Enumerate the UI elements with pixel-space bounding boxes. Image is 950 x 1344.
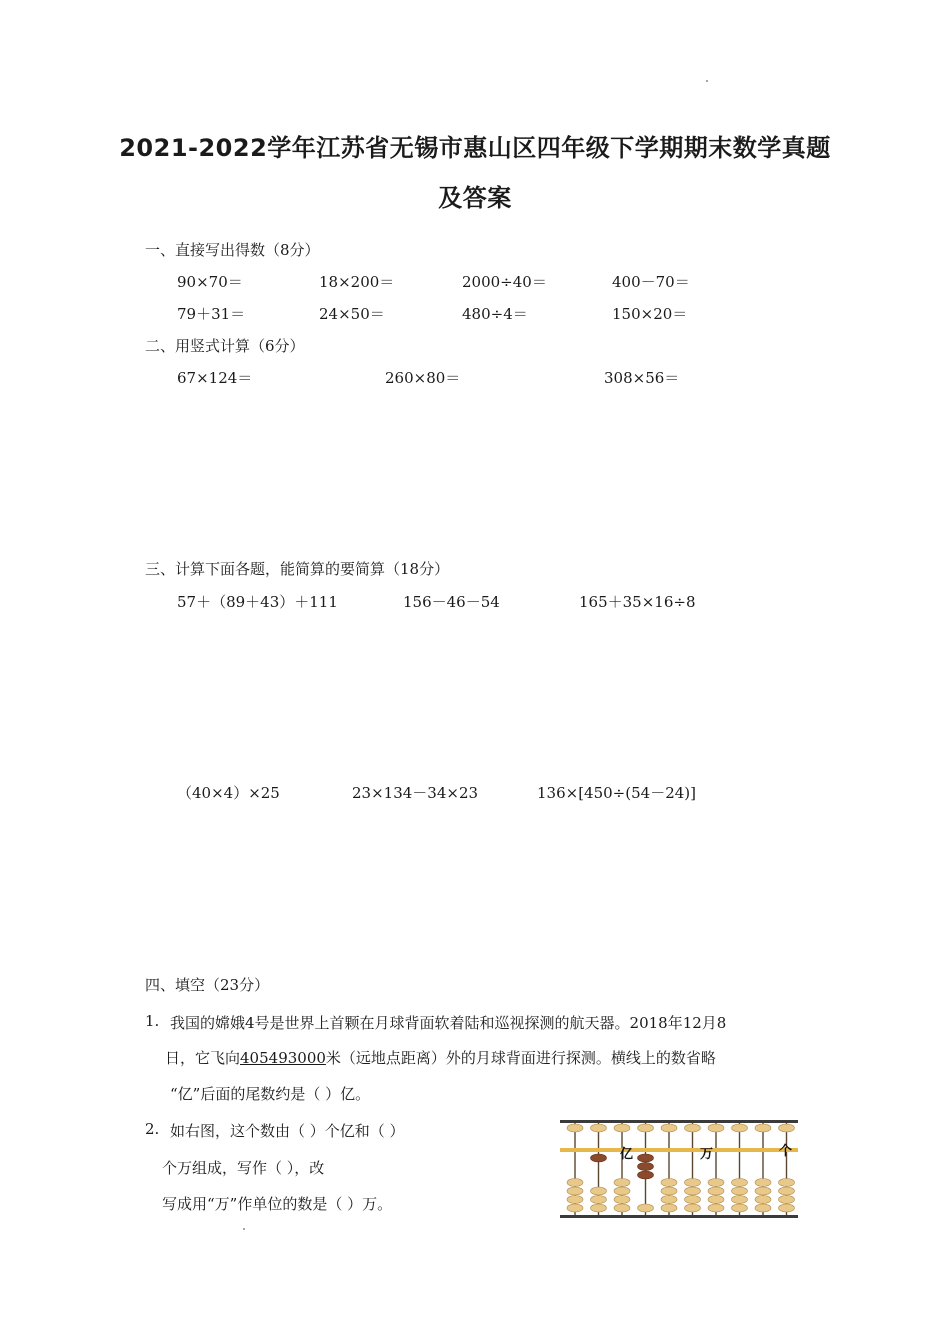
question-number: 2. <box>145 1120 160 1138</box>
abacus-upper-bead <box>708 1124 724 1132</box>
simplify-problem: 57＋（89＋43）＋111 <box>177 593 338 611</box>
abacus-counted-bead <box>638 1171 654 1179</box>
question-number: 1. <box>145 1012 160 1030</box>
abacus-lower-bead <box>755 1196 771 1204</box>
abacus-lower-bead <box>779 1187 795 1195</box>
abacus-lower-bead <box>567 1204 583 1212</box>
abacus-label-wan: 万 <box>700 1147 714 1162</box>
problem: 18×200＝ <box>319 273 395 291</box>
abacus-lower-bead <box>661 1187 677 1195</box>
problem: 79＋31＝ <box>177 305 246 323</box>
document-title-line1: 2021-2022学年江苏省无锡市惠山区四年级下学期期末数学真题 <box>119 134 831 162</box>
abacus-upper-bead <box>614 1124 630 1132</box>
abacus-lower-bead <box>567 1196 583 1204</box>
question2-line1: 如右图，这个数由（ ）个亿和（ ） <box>170 1122 405 1140</box>
question1-text: 日，它飞向 <box>165 1049 241 1067</box>
simplify-problem: 23×134－34×23 <box>352 784 479 802</box>
vertical-calc-problem: 260×80＝ <box>385 369 461 387</box>
abacus-lower-bead <box>708 1196 724 1204</box>
abacus-bottom-frame <box>560 1215 798 1218</box>
abacus-label-yi: 亿 <box>620 1147 634 1162</box>
question1-line3: “亿”后面的尾数约是（ ）亿。 <box>170 1085 371 1103</box>
question2-line2: 个万组成，写作（ ），改 <box>162 1159 325 1177</box>
problem: 150×20＝ <box>612 305 688 323</box>
abacus-upper-bead <box>685 1124 701 1132</box>
abacus-lower-bead <box>685 1179 701 1187</box>
document-title-line2: 及答案 <box>438 184 512 212</box>
abacus-lower-bead <box>755 1179 771 1187</box>
abacus-lower-bead <box>732 1187 748 1195</box>
abacus-lower-bead <box>779 1196 795 1204</box>
abacus-beam <box>560 1148 798 1152</box>
problem: 2000÷40＝ <box>462 273 547 291</box>
abacus-counted-bead <box>591 1154 607 1162</box>
underlined-number: 405493000 <box>240 1049 326 1067</box>
abacus-beads <box>567 1124 795 1212</box>
simplify-problem: （40×4）×25 <box>177 784 280 802</box>
abacus-label-ge: 个 <box>779 1144 793 1159</box>
scan-dot <box>243 1228 245 1230</box>
vertical-calc-problem: 308×56＝ <box>604 369 680 387</box>
abacus-lower-bead <box>732 1204 748 1212</box>
simplify-problem: 165＋35×16÷8 <box>579 593 696 611</box>
abacus-counted-bead <box>638 1154 654 1162</box>
abacus-upper-bead <box>591 1124 607 1132</box>
abacus-lower-bead <box>567 1187 583 1195</box>
section1-heading: 一、直接写出得数（8分） <box>145 241 320 259</box>
abacus-lower-bead <box>708 1187 724 1195</box>
abacus-lower-bead <box>732 1179 748 1187</box>
abacus-lower-bead <box>614 1179 630 1187</box>
section4-heading: 四、填空（23分） <box>145 976 270 994</box>
abacus-lower-bead <box>591 1196 607 1204</box>
abacus-lower-bead <box>708 1179 724 1187</box>
vertical-calc-problem: 67×124＝ <box>177 369 253 387</box>
section3-heading: 三、计算下面各题，能简算的要简算（18分） <box>145 560 450 578</box>
question1-text: 米（远地点距离）外的月球背面进行探测。横线上的数省略 <box>325 1049 716 1067</box>
abacus-lower-bead <box>685 1187 701 1195</box>
abacus-lower-bead <box>685 1196 701 1204</box>
problem: 480÷4＝ <box>462 305 528 323</box>
abacus-lower-bead <box>732 1196 748 1204</box>
abacus-upper-bead <box>755 1124 771 1132</box>
abacus-lower-bead <box>685 1204 701 1212</box>
abacus-counted-bead <box>638 1163 654 1171</box>
abacus-lower-bead <box>591 1204 607 1212</box>
question1-line2 <box>165 1047 716 1068</box>
problem: 90×70＝ <box>177 273 243 291</box>
abacus-upper-bead <box>779 1124 795 1132</box>
abacus-lower-bead <box>614 1204 630 1212</box>
abacus-rods <box>575 1122 787 1216</box>
simplify-problem: 156－46－54 <box>403 593 500 611</box>
abacus-lower-bead <box>779 1204 795 1212</box>
abacus-top-frame <box>560 1120 798 1123</box>
abacus-upper-bead <box>638 1124 654 1132</box>
abacus-lower-bead <box>614 1196 630 1204</box>
problem: 24×50＝ <box>319 305 385 323</box>
abacus-lower-bead <box>661 1204 677 1212</box>
abacus-lower-bead <box>567 1179 583 1187</box>
abacus-upper-bead <box>732 1124 748 1132</box>
abacus-lower-bead <box>638 1204 654 1212</box>
problem: 400－70＝ <box>612 273 690 291</box>
abacus-upper-bead <box>661 1124 677 1132</box>
abacus-lower-bead <box>779 1179 795 1187</box>
abacus-lower-bead <box>661 1196 677 1204</box>
abacus-lower-bead <box>708 1204 724 1212</box>
abacus-lower-bead <box>614 1187 630 1195</box>
abacus-lower-bead <box>591 1187 607 1195</box>
abacus-figure <box>560 1118 800 1220</box>
abacus-upper-bead <box>567 1124 583 1132</box>
section2-heading: 二、用竖式计算（6分） <box>145 337 305 355</box>
scan-dot <box>706 80 708 82</box>
abacus-lower-bead <box>755 1187 771 1195</box>
question2-line3: 写成用“万”作单位的数是（ ）万。 <box>162 1195 393 1213</box>
abacus-lower-bead <box>661 1179 677 1187</box>
question1-line1: 我国的嫦娥4号是世界上首颗在月球背面软着陆和巡视探测的航天器。2018年12月8 <box>170 1014 727 1032</box>
simplify-problem: 136×[450÷(54－24)] <box>537 784 696 802</box>
abacus-lower-bead <box>755 1204 771 1212</box>
